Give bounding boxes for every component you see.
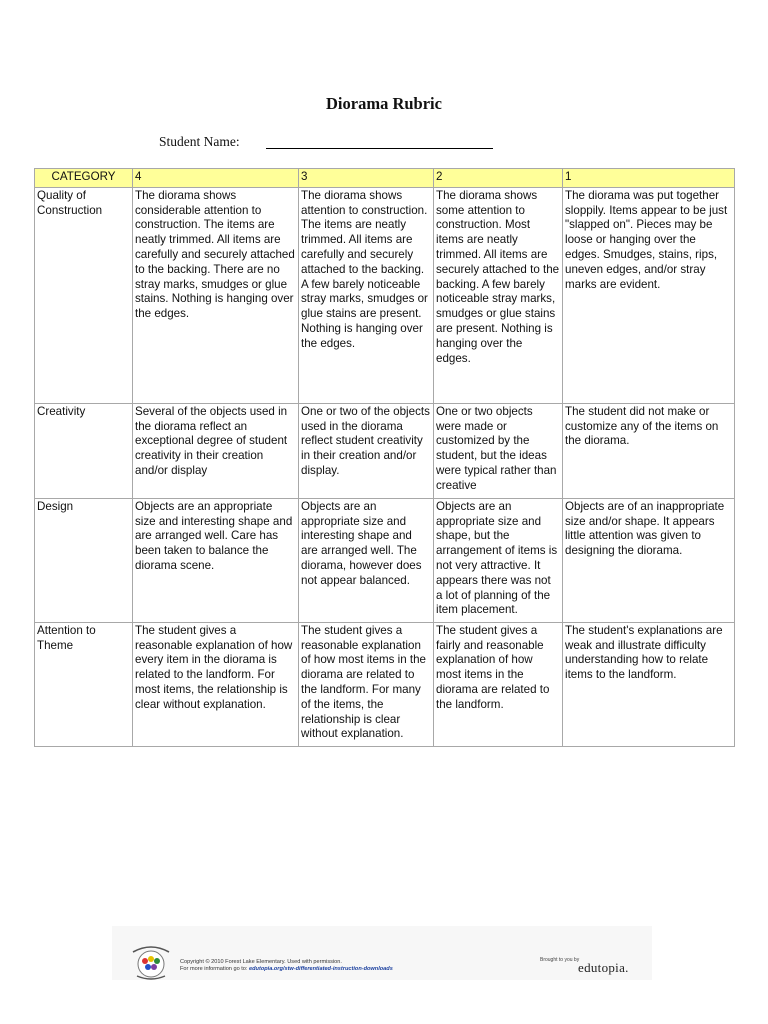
row-category: Creativity	[35, 403, 133, 498]
more-info-prefix: For more information go to:	[180, 966, 250, 972]
rubric-cell: Objects are of an inappropriate size and/or shape. It appears little attention was given to designing the diorama.	[563, 498, 735, 622]
edutopia-logo: edutopia.	[578, 960, 629, 975]
copyright-line: Copyright © 2010 Forest Lake Elementary. Used with permission.	[180, 959, 342, 965]
row-category: Attention to Theme	[35, 622, 133, 746]
rubric-cell: The student's explanations are weak and illustrate difficulty understanding how to relate items to the landform.	[563, 622, 735, 746]
row-category: Quality of Construction	[35, 187, 133, 403]
rubric-cell: The diorama shows considerable attention to construction. The items are neatly trimmed. All items are carefully and securely attached to the backing. There are no stray marks, smudges or glue stains. Nothing is hanging over the edges.	[133, 187, 299, 403]
rubric-cell: The student gives a reasonable explanation of how every item in the diorama is related to the landform. For most items, the relationship is clear without explanation.	[133, 622, 299, 746]
rubric-cell: Objects are an appropriate size and shape, but the arrangement of items is not very attractive. It appears there was not a lot of planning of the item placement.	[434, 498, 563, 622]
rubric-cell: The diorama shows some attention to construction. Most items are neatly trimmed. All items are securely attached to the backing. A few barely noticeable stray marks, smudges or glue stains are present. Nothing is hanging over the edges.	[434, 187, 563, 403]
rubric-header-row	[35, 169, 735, 188]
header-score-1: 1	[563, 169, 735, 188]
rubric-cell: The diorama shows attention to construction. The items are neatly trimmed. All items are carefully and securely attached to the backing. A few barely noticeable stray marks, smudges or glue stains are present. Nothing is hanging over the edges.	[299, 187, 434, 403]
rubric-cell: Objects are an appropriate size and interesting shape and are arranged well. Care has been taken to balance the diorama scene.	[133, 498, 299, 622]
rubric-cell: Several of the objects used in the diorama reflect an exceptional degree of student creativity in their creation and/or display	[133, 403, 299, 498]
student-name-label: Student Name:	[159, 134, 240, 149]
page-footer	[112, 926, 652, 980]
school-seal-icon	[129, 942, 173, 982]
brought-by-label: Brought to you by	[540, 957, 580, 963]
header-score-3: 3	[299, 169, 434, 188]
copyright-text	[180, 959, 393, 973]
rubric-cell: Objects are an appropriate size and interesting shape and are arranged well. The diorama, however does not appear balanced.	[299, 498, 434, 622]
table-row	[35, 498, 735, 622]
row-category: Design	[35, 498, 133, 622]
rubric-cell: The student gives a fairly and reasonable explanation of how most items in the diorama are related to the landform.	[434, 622, 563, 746]
rubric-cell: The student gives a reasonable explanation of how most items in the diorama are related to the landform. For many of the items, the relationship is clear without explanation.	[299, 622, 434, 746]
rubric-cell: The diorama was put together sloppily. Items appear to be just "slapped on". Pieces may be loose or hanging over the edges. Smudges, stains, rips, uneven edges, and/or stray marks are evident.	[563, 187, 735, 403]
student-name-field-line	[266, 148, 493, 149]
rubric-cell: One or two of the objects used in the diorama reflect student creativity in their creation and/or display.	[299, 403, 434, 498]
rubric-cell: One or two objects were made or customized by the student, but the ideas were typical rather than creative	[434, 403, 563, 498]
table-row	[35, 187, 735, 403]
download-link[interactable]: edutopia.org/stw-differentiated-instruction-downloads	[249, 966, 393, 972]
header-category: CATEGORY	[35, 169, 133, 188]
more-info-line	[180, 966, 393, 973]
rubric-table	[34, 168, 735, 747]
page-title: Diorama Rubric	[326, 94, 442, 113]
header-score-4: 4	[133, 169, 299, 188]
table-row	[35, 403, 735, 498]
rubric-cell: The student did not make or customize any of the items on the diorama.	[563, 403, 735, 498]
table-row	[35, 622, 735, 746]
header-score-2: 2	[434, 169, 563, 188]
